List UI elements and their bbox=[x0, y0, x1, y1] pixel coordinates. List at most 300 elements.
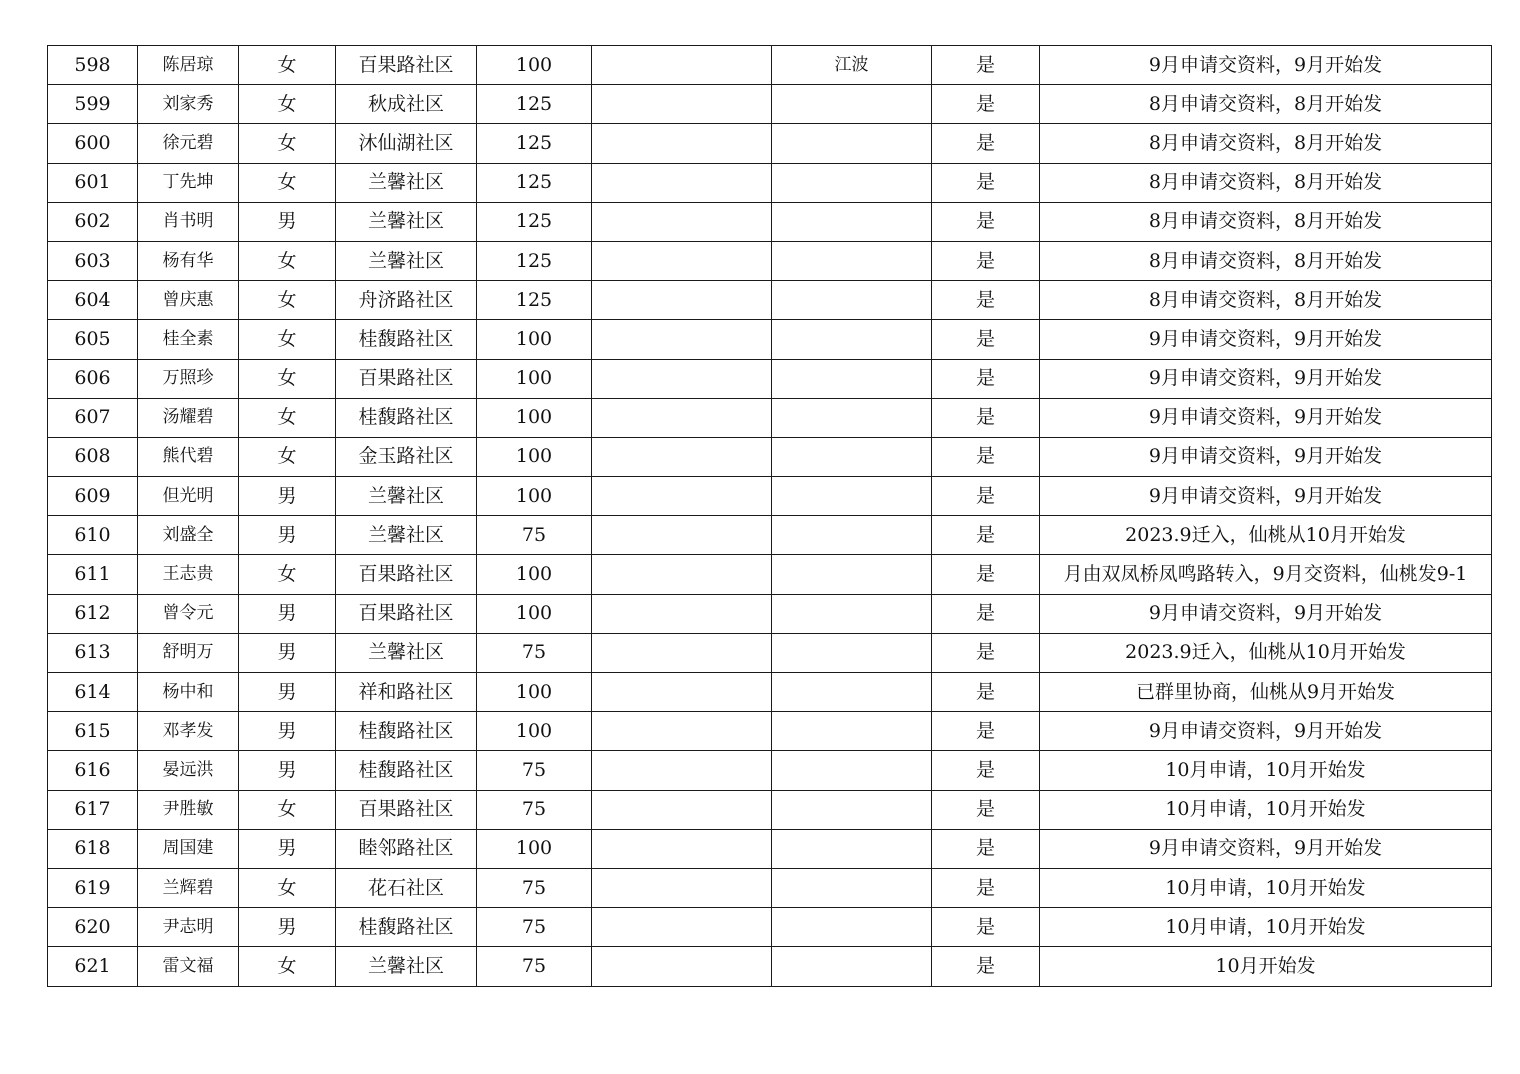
person-name-text: 晏远洪 bbox=[162, 759, 214, 780]
serial-number-cell bbox=[48, 633, 138, 672]
flag-cell bbox=[932, 241, 1040, 280]
serial-number-cell bbox=[48, 868, 138, 907]
serial-number-cell bbox=[48, 359, 138, 398]
flag-cell bbox=[932, 202, 1040, 241]
community-cell bbox=[336, 46, 477, 85]
flag-text: 是 bbox=[975, 523, 995, 546]
note-text: 8月申请交资料，8月开始发 bbox=[1148, 288, 1383, 311]
gender-cell bbox=[239, 281, 336, 320]
flag-text: 是 bbox=[975, 249, 995, 272]
flag-text: 是 bbox=[975, 406, 995, 429]
handler-cell bbox=[772, 516, 932, 555]
community-cell bbox=[336, 868, 477, 907]
person-name-cell bbox=[138, 516, 239, 555]
amount-text: 125 bbox=[515, 210, 553, 233]
person-name-cell bbox=[138, 947, 239, 986]
flag-cell bbox=[932, 124, 1040, 163]
gender-text: 女 bbox=[277, 288, 297, 311]
handler-cell bbox=[772, 829, 932, 868]
person-name-cell bbox=[138, 868, 239, 907]
gender-text: 女 bbox=[277, 171, 297, 194]
community-cell bbox=[336, 908, 477, 947]
person-name-cell bbox=[138, 398, 239, 437]
person-name-text: 熊代碧 bbox=[162, 446, 214, 467]
person-name-cell bbox=[138, 751, 239, 790]
note-cell bbox=[1040, 594, 1492, 633]
gender-text: 男 bbox=[277, 758, 297, 781]
note-text: 8月申请交资料，8月开始发 bbox=[1148, 171, 1383, 194]
empty-cell bbox=[592, 555, 772, 594]
note-text: 月由双凤桥凤鸣路转入，9月交资料，仙桃发9-1 bbox=[1063, 563, 1468, 586]
amount-text: 75 bbox=[521, 641, 547, 664]
table-row bbox=[48, 359, 1492, 398]
community-text: 桂馥路社区 bbox=[358, 915, 454, 938]
gender-cell bbox=[239, 947, 336, 986]
serial-number-text: 606 bbox=[74, 367, 111, 390]
flag-cell bbox=[932, 85, 1040, 124]
amount-text: 125 bbox=[515, 288, 553, 311]
community-text: 金玉路社区 bbox=[358, 445, 454, 468]
community-text: 桂馥路社区 bbox=[358, 758, 454, 781]
community-cell bbox=[336, 712, 477, 751]
community-cell bbox=[336, 124, 477, 163]
amount-cell bbox=[477, 241, 592, 280]
community-text: 百果路社区 bbox=[358, 602, 454, 625]
community-cell bbox=[336, 751, 477, 790]
amount-text: 100 bbox=[515, 719, 553, 742]
note-cell bbox=[1040, 516, 1492, 555]
serial-number-text: 601 bbox=[74, 171, 111, 194]
serial-number-cell bbox=[48, 790, 138, 829]
amount-text: 75 bbox=[521, 758, 547, 781]
flag-text: 是 bbox=[975, 876, 995, 899]
person-name-cell bbox=[138, 85, 239, 124]
note-text: 9月申请交资料，9月开始发 bbox=[1148, 602, 1383, 625]
empty-cell bbox=[592, 908, 772, 947]
note-text: 10月开始发 bbox=[1215, 954, 1316, 977]
person-name-text: 杨中和 bbox=[162, 681, 214, 702]
gender-cell bbox=[239, 594, 336, 633]
amount-text: 75 bbox=[521, 915, 547, 938]
handler-text: 江波 bbox=[834, 54, 869, 75]
handler-cell bbox=[772, 437, 932, 476]
person-name-cell bbox=[138, 241, 239, 280]
community-text: 桂馥路社区 bbox=[358, 406, 454, 429]
table-row bbox=[48, 947, 1492, 986]
note-cell bbox=[1040, 437, 1492, 476]
person-name-cell bbox=[138, 555, 239, 594]
serial-number-cell bbox=[48, 46, 138, 85]
community-text: 兰馨社区 bbox=[367, 954, 444, 977]
flag-cell bbox=[932, 320, 1040, 359]
empty-cell bbox=[592, 281, 772, 320]
person-name-text: 舒明万 bbox=[162, 642, 214, 663]
serial-number-text: 618 bbox=[74, 837, 111, 860]
serial-number-cell bbox=[48, 124, 138, 163]
note-text: 8月申请交资料，8月开始发 bbox=[1148, 249, 1383, 272]
table-row bbox=[48, 398, 1492, 437]
handler-cell bbox=[772, 712, 932, 751]
serial-number-cell bbox=[48, 516, 138, 555]
person-name-text: 桂全素 bbox=[162, 328, 214, 349]
note-text: 10月申请，10月开始发 bbox=[1165, 758, 1366, 781]
empty-cell bbox=[592, 751, 772, 790]
flag-cell bbox=[932, 477, 1040, 516]
table-row bbox=[48, 320, 1492, 359]
handler-cell bbox=[772, 163, 932, 202]
serial-number-cell bbox=[48, 673, 138, 712]
amount-cell bbox=[477, 281, 592, 320]
community-text: 沐仙湖社区 bbox=[358, 131, 454, 154]
gender-cell bbox=[239, 202, 336, 241]
note-cell bbox=[1040, 790, 1492, 829]
serial-number-cell bbox=[48, 320, 138, 359]
flag-cell bbox=[932, 790, 1040, 829]
handler-cell bbox=[772, 202, 932, 241]
flag-text: 是 bbox=[975, 327, 995, 350]
community-text: 兰馨社区 bbox=[367, 484, 444, 507]
amount-text: 75 bbox=[521, 954, 547, 977]
handler-cell bbox=[772, 398, 932, 437]
amount-text: 125 bbox=[515, 92, 553, 115]
note-cell bbox=[1040, 163, 1492, 202]
serial-number-text: 610 bbox=[74, 523, 111, 546]
community-cell bbox=[336, 947, 477, 986]
handler-cell bbox=[772, 908, 932, 947]
person-name-cell bbox=[138, 790, 239, 829]
table-row bbox=[48, 437, 1492, 476]
person-name-cell bbox=[138, 633, 239, 672]
serial-number-text: 613 bbox=[74, 641, 111, 664]
table-row bbox=[48, 241, 1492, 280]
person-name-cell bbox=[138, 477, 239, 516]
amount-cell bbox=[477, 673, 592, 712]
serial-number-cell bbox=[48, 594, 138, 633]
flag-text: 是 bbox=[975, 954, 995, 977]
amount-text: 75 bbox=[521, 798, 547, 821]
handler-cell bbox=[772, 124, 932, 163]
table-row bbox=[48, 124, 1492, 163]
note-text: 2023.9迁入，仙桃从10月开始发 bbox=[1125, 641, 1406, 664]
gender-cell bbox=[239, 790, 336, 829]
flag-text: 是 bbox=[975, 92, 995, 115]
person-name-text: 尹志明 bbox=[162, 916, 214, 937]
note-text: 10月申请，10月开始发 bbox=[1165, 915, 1366, 938]
note-text: 9月申请交资料，9月开始发 bbox=[1148, 719, 1383, 742]
empty-cell bbox=[592, 829, 772, 868]
handler-cell bbox=[772, 594, 932, 633]
gender-text: 女 bbox=[277, 563, 297, 586]
community-cell bbox=[336, 673, 477, 712]
table-row bbox=[48, 555, 1492, 594]
flag-text: 是 bbox=[975, 171, 995, 194]
flag-text: 是 bbox=[975, 563, 995, 586]
gender-cell bbox=[239, 868, 336, 907]
flag-text: 是 bbox=[975, 367, 995, 390]
empty-cell bbox=[592, 359, 772, 398]
empty-cell bbox=[592, 437, 772, 476]
person-name-text: 徐元碧 bbox=[162, 132, 214, 153]
empty-cell bbox=[592, 477, 772, 516]
note-text: 9月申请交资料，9月开始发 bbox=[1148, 837, 1383, 860]
note-cell bbox=[1040, 398, 1492, 437]
serial-number-text: 620 bbox=[74, 915, 111, 938]
table-row bbox=[48, 46, 1492, 85]
handler-cell bbox=[772, 633, 932, 672]
table-row bbox=[48, 477, 1492, 516]
community-text: 百果路社区 bbox=[358, 367, 454, 390]
flag-text: 是 bbox=[975, 798, 995, 821]
person-name-text: 陈居琼 bbox=[162, 54, 214, 75]
amount-cell bbox=[477, 712, 592, 751]
gender-text: 男 bbox=[277, 602, 297, 625]
note-text: 8月申请交资料，8月开始发 bbox=[1148, 131, 1383, 154]
flag-text: 是 bbox=[975, 641, 995, 664]
amount-cell bbox=[477, 202, 592, 241]
gender-cell bbox=[239, 712, 336, 751]
community-text: 百果路社区 bbox=[358, 53, 454, 76]
note-text: 9月申请交资料，9月开始发 bbox=[1148, 484, 1383, 507]
note-cell bbox=[1040, 947, 1492, 986]
amount-text: 125 bbox=[515, 171, 553, 194]
gender-text: 女 bbox=[277, 876, 297, 899]
community-cell bbox=[336, 163, 477, 202]
person-name-cell bbox=[138, 281, 239, 320]
gender-text: 女 bbox=[277, 327, 297, 350]
handler-cell bbox=[772, 673, 932, 712]
note-text: 8月申请交资料，8月开始发 bbox=[1148, 210, 1383, 233]
amount-text: 100 bbox=[515, 563, 553, 586]
amount-cell bbox=[477, 477, 592, 516]
table-row bbox=[48, 85, 1492, 124]
gender-text: 女 bbox=[277, 131, 297, 154]
gender-cell bbox=[239, 516, 336, 555]
gender-cell bbox=[239, 751, 336, 790]
note-cell bbox=[1040, 751, 1492, 790]
community-cell bbox=[336, 594, 477, 633]
note-cell bbox=[1040, 320, 1492, 359]
person-name-cell bbox=[138, 437, 239, 476]
amount-text: 100 bbox=[515, 445, 553, 468]
gender-text: 女 bbox=[277, 445, 297, 468]
amount-text: 125 bbox=[515, 131, 553, 154]
flag-cell bbox=[932, 359, 1040, 398]
community-cell bbox=[336, 516, 477, 555]
empty-cell bbox=[592, 85, 772, 124]
community-text: 桂馥路社区 bbox=[358, 327, 454, 350]
person-name-text: 刘盛全 bbox=[162, 524, 214, 545]
flag-text: 是 bbox=[975, 719, 995, 742]
person-name-cell bbox=[138, 124, 239, 163]
serial-number-cell bbox=[48, 85, 138, 124]
table-row bbox=[48, 594, 1492, 633]
handler-cell bbox=[772, 359, 932, 398]
note-cell bbox=[1040, 281, 1492, 320]
community-cell bbox=[336, 555, 477, 594]
community-text: 兰馨社区 bbox=[367, 210, 444, 233]
serial-number-text: 607 bbox=[74, 406, 111, 429]
person-name-text: 刘家秀 bbox=[162, 93, 214, 114]
flag-cell bbox=[932, 908, 1040, 947]
serial-number-text: 617 bbox=[74, 798, 111, 821]
gender-cell bbox=[239, 359, 336, 398]
person-name-cell bbox=[138, 359, 239, 398]
note-text: 10月申请，10月开始发 bbox=[1165, 876, 1366, 899]
flag-text: 是 bbox=[975, 837, 995, 860]
handler-cell bbox=[772, 947, 932, 986]
gender-text: 男 bbox=[277, 523, 297, 546]
amount-text: 75 bbox=[521, 523, 547, 546]
note-cell bbox=[1040, 712, 1492, 751]
serial-number-text: 616 bbox=[74, 758, 111, 781]
serial-number-cell bbox=[48, 751, 138, 790]
person-name-cell bbox=[138, 712, 239, 751]
person-name-cell bbox=[138, 202, 239, 241]
table-row bbox=[48, 908, 1492, 947]
person-name-text: 王志贵 bbox=[162, 564, 214, 585]
community-cell bbox=[336, 320, 477, 359]
note-text: 10月申请，10月开始发 bbox=[1165, 798, 1366, 821]
flag-text: 是 bbox=[975, 445, 995, 468]
flag-cell bbox=[932, 281, 1040, 320]
serial-number-cell bbox=[48, 555, 138, 594]
empty-cell bbox=[592, 868, 772, 907]
note-cell bbox=[1040, 633, 1492, 672]
handler-cell bbox=[772, 477, 932, 516]
gender-text: 女 bbox=[277, 249, 297, 272]
flag-cell bbox=[932, 516, 1040, 555]
note-cell bbox=[1040, 908, 1492, 947]
amount-cell bbox=[477, 320, 592, 359]
amount-cell bbox=[477, 124, 592, 163]
empty-cell bbox=[592, 46, 772, 85]
empty-cell bbox=[592, 594, 772, 633]
table-row bbox=[48, 163, 1492, 202]
empty-cell bbox=[592, 202, 772, 241]
person-name-cell bbox=[138, 46, 239, 85]
gender-text: 男 bbox=[277, 680, 297, 703]
community-text: 百果路社区 bbox=[358, 563, 454, 586]
table-row bbox=[48, 790, 1492, 829]
serial-number-text: 612 bbox=[74, 602, 111, 625]
table-row bbox=[48, 516, 1492, 555]
person-name-text: 丁先坤 bbox=[162, 172, 214, 193]
person-name-text: 杨有华 bbox=[162, 250, 214, 271]
table-row bbox=[48, 712, 1492, 751]
empty-cell bbox=[592, 790, 772, 829]
gender-cell bbox=[239, 829, 336, 868]
empty-cell bbox=[592, 241, 772, 280]
note-cell bbox=[1040, 868, 1492, 907]
flag-cell bbox=[932, 947, 1040, 986]
serial-number-text: 603 bbox=[74, 249, 111, 272]
person-name-text: 但光明 bbox=[162, 485, 214, 506]
note-cell bbox=[1040, 241, 1492, 280]
serial-number-cell bbox=[48, 829, 138, 868]
flag-cell bbox=[932, 398, 1040, 437]
community-cell bbox=[336, 202, 477, 241]
flag-cell bbox=[932, 46, 1040, 85]
gender-text: 男 bbox=[277, 210, 297, 233]
serial-number-text: 615 bbox=[74, 719, 111, 742]
amount-cell bbox=[477, 555, 592, 594]
serial-number-text: 611 bbox=[74, 563, 111, 586]
empty-cell bbox=[592, 124, 772, 163]
note-cell bbox=[1040, 46, 1492, 85]
gender-text: 男 bbox=[277, 837, 297, 860]
handler-cell bbox=[772, 320, 932, 359]
serial-number-cell bbox=[48, 202, 138, 241]
community-text: 兰馨社区 bbox=[367, 641, 444, 664]
amount-text: 100 bbox=[515, 367, 553, 390]
table-row bbox=[48, 673, 1492, 712]
serial-number-text: 614 bbox=[74, 680, 111, 703]
empty-cell bbox=[592, 633, 772, 672]
flag-text: 是 bbox=[975, 131, 995, 154]
gender-text: 女 bbox=[277, 798, 297, 821]
flag-text: 是 bbox=[975, 53, 995, 76]
serial-number-text: 599 bbox=[74, 92, 111, 115]
table-row bbox=[48, 281, 1492, 320]
flag-text: 是 bbox=[975, 288, 995, 311]
person-name-cell bbox=[138, 594, 239, 633]
amount-text: 100 bbox=[515, 837, 553, 860]
gender-cell bbox=[239, 124, 336, 163]
handler-cell bbox=[772, 46, 932, 85]
handler-cell bbox=[772, 790, 932, 829]
community-text: 祥和路社区 bbox=[358, 680, 454, 703]
gender-text: 男 bbox=[277, 915, 297, 938]
note-text: 9月申请交资料，9月开始发 bbox=[1148, 367, 1383, 390]
empty-cell bbox=[592, 947, 772, 986]
person-name-cell bbox=[138, 829, 239, 868]
gender-cell bbox=[239, 320, 336, 359]
amount-text: 100 bbox=[515, 680, 553, 703]
flag-text: 是 bbox=[975, 680, 995, 703]
serial-number-cell bbox=[48, 477, 138, 516]
table-row bbox=[48, 868, 1492, 907]
handler-cell bbox=[772, 241, 932, 280]
handler-cell bbox=[772, 751, 932, 790]
gender-cell bbox=[239, 673, 336, 712]
flag-cell bbox=[932, 751, 1040, 790]
amount-cell bbox=[477, 359, 592, 398]
handler-cell bbox=[772, 281, 932, 320]
empty-cell bbox=[592, 673, 772, 712]
empty-cell bbox=[592, 320, 772, 359]
note-text: 2023.9迁入，仙桃从10月开始发 bbox=[1125, 523, 1406, 546]
person-name-text: 兰辉碧 bbox=[162, 877, 214, 898]
person-name-text: 邓孝发 bbox=[162, 720, 214, 741]
note-text: 已群里协商，仙桃从9月开始发 bbox=[1135, 680, 1396, 703]
amount-cell bbox=[477, 829, 592, 868]
flag-cell bbox=[932, 437, 1040, 476]
amount-cell bbox=[477, 868, 592, 907]
note-text: 8月申请交资料，8月开始发 bbox=[1148, 92, 1383, 115]
amount-cell bbox=[477, 751, 592, 790]
community-cell bbox=[336, 85, 477, 124]
flag-text: 是 bbox=[975, 915, 995, 938]
amount-cell bbox=[477, 398, 592, 437]
amount-cell bbox=[477, 46, 592, 85]
community-cell bbox=[336, 359, 477, 398]
gender-cell bbox=[239, 437, 336, 476]
person-name-text: 雷文福 bbox=[162, 955, 214, 976]
person-name-text: 曾庆惠 bbox=[162, 289, 214, 310]
community-cell bbox=[336, 790, 477, 829]
person-name-cell bbox=[138, 673, 239, 712]
flag-cell bbox=[932, 633, 1040, 672]
